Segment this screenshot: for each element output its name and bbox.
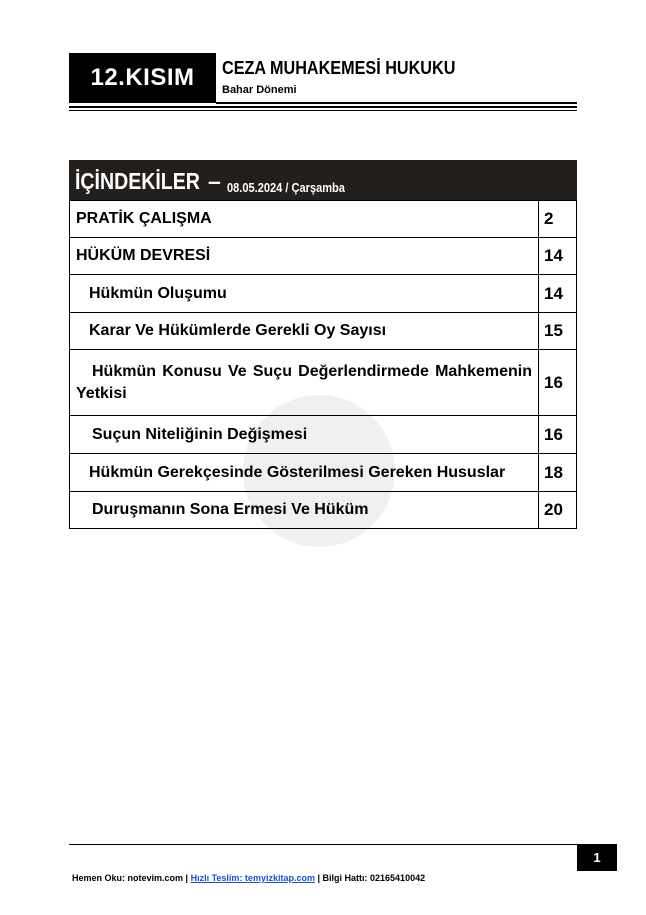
- toc-entry-page: 2: [539, 201, 577, 238]
- toc-row[interactable]: [70, 201, 577, 238]
- toc-dash: –: [207, 168, 221, 194]
- toc-row[interactable]: [70, 313, 577, 350]
- toc-entry-page: 15: [539, 313, 577, 350]
- section-badge: 12.KISIM: [69, 53, 216, 103]
- toc-entry-label[interactable]: Hükmün Konusu Ve Suçu Değerlendirmede Mahkemenin Yetkisi: [70, 350, 539, 416]
- toc-entry-label[interactable]: Duruşmanın Sona Ermesi Ve Hüküm: [70, 492, 539, 529]
- toc-row[interactable]: [70, 454, 577, 492]
- header-rule-top: [216, 102, 577, 104]
- toc-entry-label[interactable]: Hükmün Oluşumu: [70, 275, 539, 313]
- toc-table: [69, 200, 577, 529]
- footer-delivery-link[interactable]: Hızlı Teslim: temyizkitap.com: [190, 873, 315, 883]
- toc-entry-page: 16: [539, 416, 577, 454]
- toc-entry-page: 14: [539, 238, 577, 275]
- toc-row[interactable]: [70, 492, 577, 529]
- toc-entry-label[interactable]: Hükmün Gerekçesinde Gösterilmesi Gereken Hususlar: [70, 454, 539, 492]
- footer-rule: [69, 844, 577, 845]
- toc-entry-page: 16: [539, 350, 577, 416]
- toc-entry-label[interactable]: Suçun Niteliğinin Değişmesi: [70, 416, 539, 454]
- toc-entry-page: 20: [539, 492, 577, 529]
- footer-links: [72, 873, 425, 883]
- course-title: CEZA MUHAKEMESİ HUKUKU: [222, 58, 456, 78]
- table-of-contents: [69, 160, 577, 529]
- footer-hotline-text: Bilgi Hattı: 02165410042: [322, 873, 426, 883]
- toc-header: [69, 160, 577, 200]
- footer-separator: |: [185, 873, 189, 883]
- toc-row[interactable]: [70, 238, 577, 275]
- toc-entry-label[interactable]: HÜKÜM DEVRESİ: [70, 238, 539, 275]
- toc-row[interactable]: [70, 350, 577, 416]
- header-rule-bottom: [69, 110, 577, 111]
- toc-entry-page: 14: [539, 275, 577, 313]
- page-number: 1: [577, 844, 617, 871]
- footer-read-text: Hemen Oku: notevim.com: [72, 873, 184, 883]
- toc-entry-label[interactable]: Karar Ve Hükümlerde Gerekli Oy Sayısı: [70, 313, 539, 350]
- footer-separator: |: [317, 873, 321, 883]
- semester-subtitle: Bahar Dönemi: [222, 84, 297, 96]
- toc-entry-page: 18: [539, 454, 577, 492]
- toc-row[interactable]: [70, 416, 577, 454]
- toc-date: 08.05.2024 / Çarşamba: [226, 180, 345, 195]
- toc-entry-label[interactable]: PRATİK ÇALIŞMA: [70, 201, 539, 238]
- header-rule-middle: [69, 106, 577, 108]
- toc-row[interactable]: [70, 275, 577, 313]
- toc-heading: İÇİNDEKİLER: [75, 168, 200, 194]
